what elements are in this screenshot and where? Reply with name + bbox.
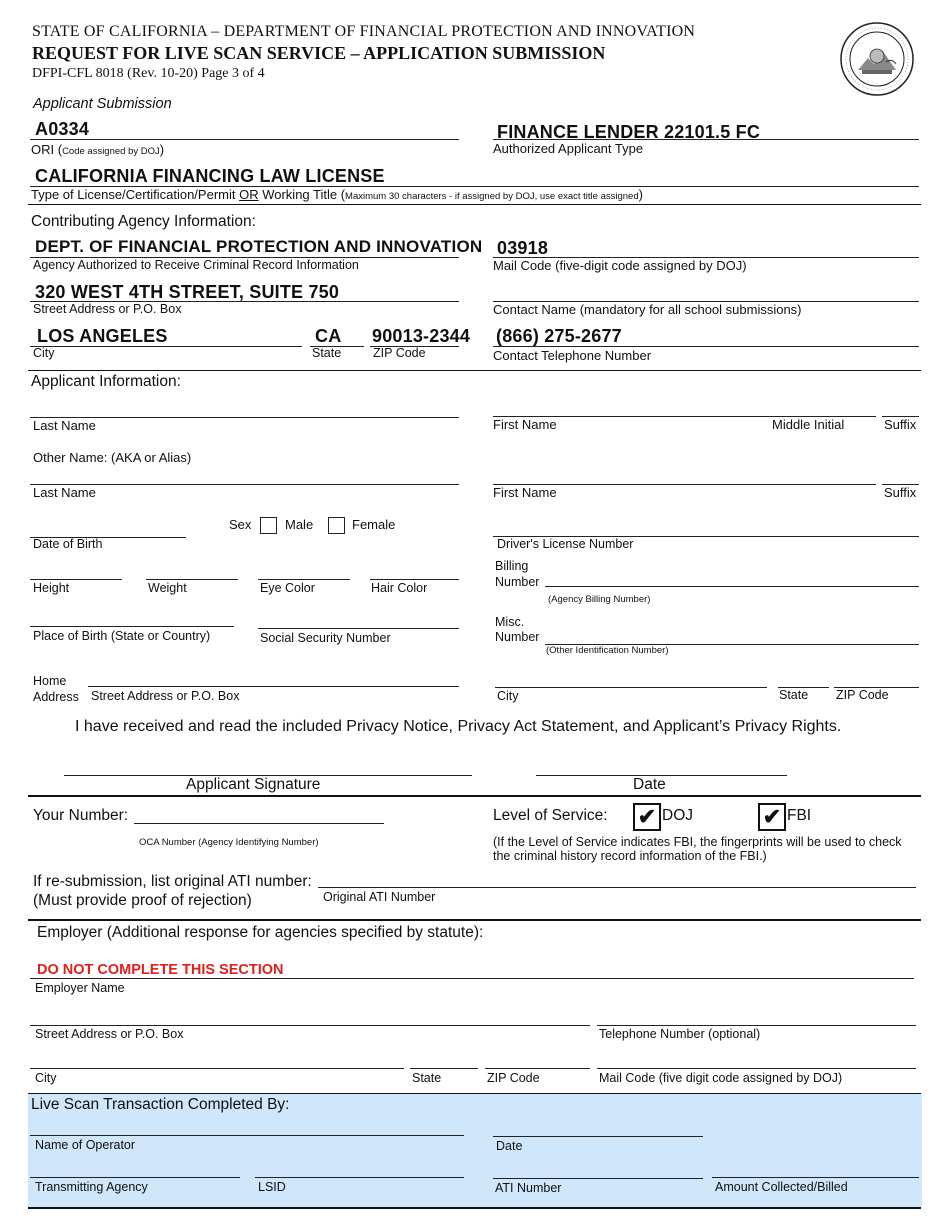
applicant-type-label: Authorized Applicant Type [493,141,644,156]
misc-label-2: Number [495,630,540,644]
social-security-number[interactable]: Social Security Number [260,631,391,645]
hair-color-field[interactable]: Hair Color [371,581,428,595]
applicant-type-value[interactable]: FINANCE LENDER 22101.5 FC [497,122,761,142]
agency-name-value[interactable]: DEPT. OF FINANCIAL PROTECTION AND INNOVATION [35,237,483,256]
section-employer: Employer (Additional response for agencies specified by statute): [37,924,484,941]
form-number: DFPI-CFL 8018 (Rev. 10-20) Page 3 of 4 [32,66,265,81]
applicant-suffix[interactable]: Suffix [884,417,917,432]
female-label: Female [352,517,396,532]
home-label-2: Address [33,690,79,704]
mail-code-label: Mail Code (five-digit code assigned by DOJ) [493,258,747,273]
agency-city-value[interactable]: LOS ANGELES [37,326,168,346]
your-number-label: Your Number: [33,807,129,824]
weight-field[interactable]: Weight [148,581,187,595]
section-live-scan: Live Scan Transaction Completed By: [31,1096,290,1113]
agency-state-label: State [312,346,342,360]
employer-zip-field[interactable]: ZIP Code [487,1071,540,1085]
agency-zip-value[interactable]: 90013-2344 [372,326,471,346]
contact-phone-value[interactable]: (866) 275-2677 [496,326,622,346]
resubmission-label-1: If re-submission, list original ATI number: [33,873,312,890]
other-name-label: Other Name: (AKA or Alias) [33,450,192,465]
female-checkbox[interactable] [328,517,345,534]
date-of-birth[interactable]: Date of Birth [33,537,103,551]
operator-name-field[interactable]: Name of Operator [35,1138,136,1152]
agency-zip-label: ZIP Code [373,346,426,360]
agency-street-label: Street Address or P.O. Box [33,302,182,316]
applicant-middle-initial[interactable]: Middle Initial [772,417,845,432]
amount-collected-field[interactable]: Amount Collected/Billed [715,1180,848,1194]
applicant-first-name[interactable]: First Name [493,417,557,432]
level-of-service-label: Level of Service: [493,807,608,824]
transmitting-agency-field[interactable]: Transmitting Agency [35,1180,148,1194]
home-city-field[interactable]: City [497,689,519,703]
male-checkbox[interactable] [260,517,277,534]
billing-number-field[interactable]: (Agency Billing Number) [548,594,651,605]
signature-date[interactable]: Date [633,776,666,793]
do-not-complete-warning: DO NOT COMPLETE THIS SECTION [37,962,284,978]
oca-number-field[interactable]: OCA Number (Agency Identifying Number) [139,837,319,848]
applicant-signature[interactable]: Applicant Signature [186,776,321,793]
license-value[interactable]: CALIFORNIA FINANCING LAW LICENSE [35,166,385,186]
fbi-checkbox[interactable]: ✔ [758,803,786,831]
place-of-birth[interactable]: Place of Birth (State or Country) [33,629,211,643]
home-zip-field[interactable]: ZIP Code [836,688,889,702]
employer-phone-field[interactable]: Telephone Number (optional) [599,1027,761,1041]
contact-phone-label: Contact Telephone Number [493,348,652,363]
alias-first-name[interactable]: First Name [493,485,557,500]
employer-state-field[interactable]: State [412,1071,442,1085]
sex-label: Sex [229,517,252,532]
section-applicant-information: Applicant Information: [31,373,181,390]
california-seal-icon [840,22,914,96]
agency-name-label: Agency Authorized to Receive Criminal Record Information [33,258,359,272]
ori-value[interactable]: A0334 [35,119,90,139]
alias-last-name[interactable]: Last Name [33,485,96,500]
employer-name-field[interactable]: Employer Name [35,981,125,995]
employer-city-field[interactable]: City [35,1071,57,1085]
fbi-note-line-1: (If the Level of Service indicates FBI, the fingerprints will be used to check [493,835,902,849]
home-street-field[interactable]: Street Address or P.O. Box [91,689,240,703]
header-agency: STATE OF CALIFORNIA – DEPARTMENT OF FINANCIAL PROTECTION AND INNOVATION [32,23,696,40]
license-label: Type of License/Certification/Permit OR Working Title (Maximum 30 characters - if assigned by DOJ, use exact title assigned) [31,187,643,202]
misc-number-field[interactable]: (Other Identification Number) [546,645,669,656]
section-contributing-agency: Contributing Agency Information: [31,213,256,230]
employer-mail-code-field[interactable]: Mail Code (five digit code assigned by DOJ) [599,1071,843,1085]
mail-code-value[interactable]: 03918 [497,238,549,258]
billing-label-1: Billing [495,559,529,573]
drivers-license-number[interactable]: Driver's License Number [497,537,634,551]
alias-suffix[interactable]: Suffix [884,485,917,500]
doj-checkbox[interactable]: ✔ [633,803,661,831]
privacy-statement: I have received and read the included Privacy Notice, Privacy Act Statement, and Applicant’s Privacy Rights. [75,718,842,735]
applicant-last-name[interactable]: Last Name [33,418,96,433]
resubmission-label-2: (Must provide proof of rejection) [33,892,252,909]
agency-street-value[interactable]: 320 WEST 4TH STREET, SUITE 750 [35,282,340,302]
agency-city-label: City [33,346,55,360]
ori-label: ORI (Code assigned by DOJ) [31,142,165,157]
lsid-field[interactable]: LSID [258,1180,286,1194]
agency-state-value[interactable]: CA [315,326,342,346]
employer-street-field[interactable]: Street Address or P.O. Box [35,1027,184,1041]
billing-label-2: Number [495,575,540,589]
fbi-label: FBI [787,807,812,824]
home-state-field[interactable]: State [779,688,809,702]
eye-color-field[interactable]: Eye Color [260,581,315,595]
male-label: Male [285,517,314,532]
section-applicant-submission: Applicant Submission [33,96,172,112]
fbi-note-line-2: the criminal history record information of the FBI.) [493,849,767,863]
form-title: REQUEST FOR LIVE SCAN SERVICE – APPLICATION SUBMISSION [32,43,606,63]
doj-label: DOJ [662,807,693,824]
home-label-1: Home [33,674,67,688]
live-scan-date-field[interactable]: Date [496,1139,523,1153]
original-ati-number[interactable]: Original ATI Number [323,890,436,904]
misc-label-1: Misc. [495,615,525,629]
ati-number-field[interactable]: ATI Number [495,1181,562,1195]
contact-name-label[interactable]: Contact Name (mandatory for all school submissions) [493,302,802,317]
height-field[interactable]: Height [33,581,70,595]
